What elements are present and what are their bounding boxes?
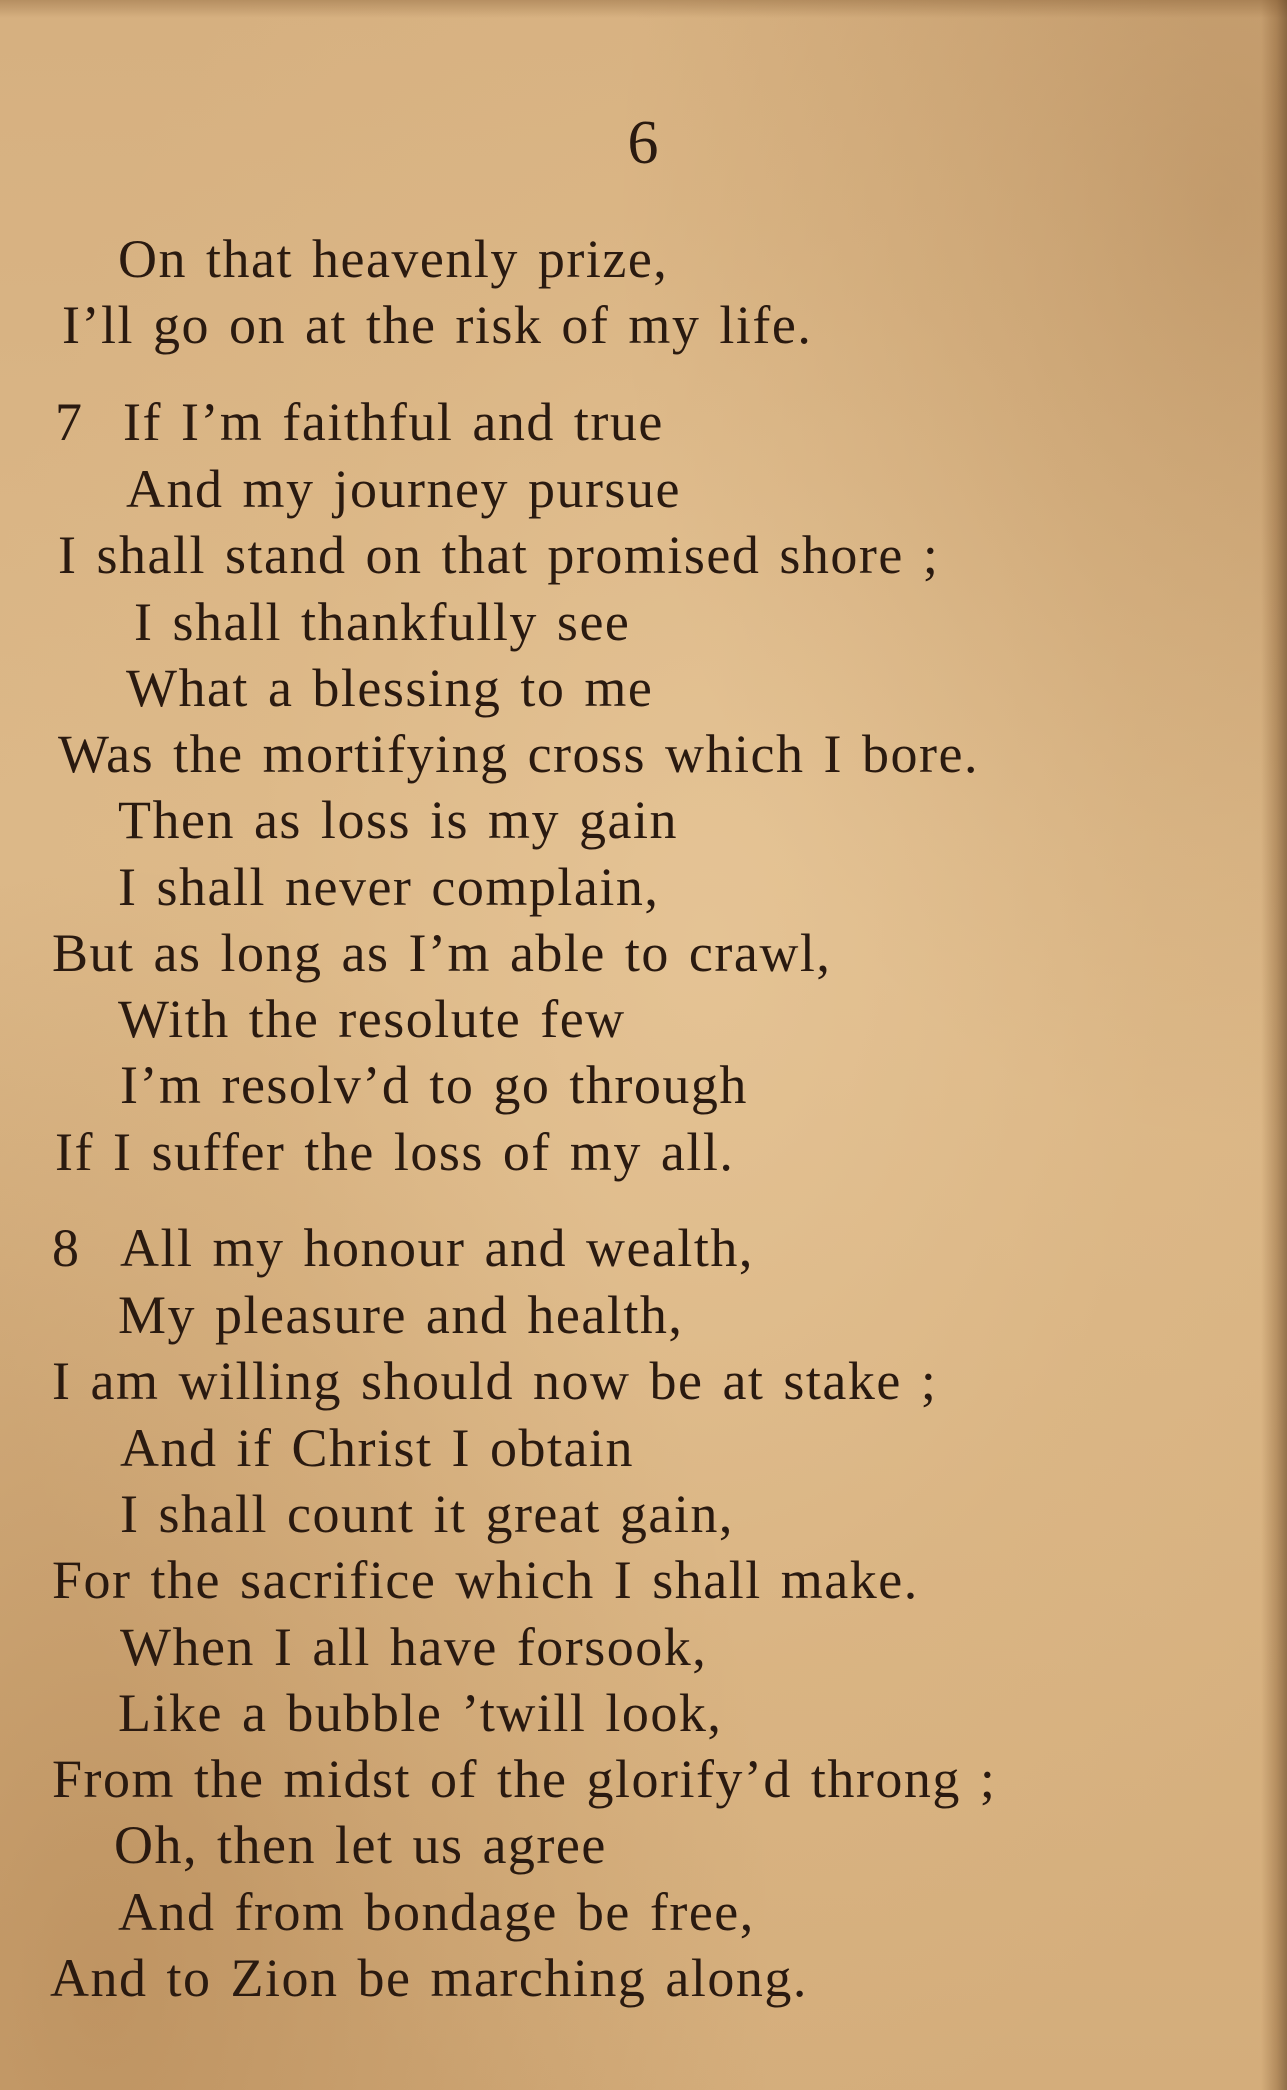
verse-line: Oh, then let us agree [114, 1815, 607, 1875]
verse-line: I am willing should now be at stake ; [52, 1351, 938, 1411]
verse-line: I shall stand on that promised shore ; [58, 525, 940, 585]
verse-line: Then as loss is my gain [118, 790, 678, 850]
verse-line: I shall never complain, [118, 857, 660, 917]
verse-line: With the resolute few [118, 989, 626, 1049]
verse-line: From the midst of the glorify’d throng ; [52, 1749, 997, 1809]
verse-line: I shall thankfully see [134, 592, 631, 652]
verse-line: If I suffer the loss of my all. [55, 1122, 735, 1182]
verse-line: I shall count it great gain, [120, 1484, 734, 1544]
verse-line: For the sacrifice which I shall make. [52, 1550, 919, 1610]
verse-line: But as long as I’m able to crawl, [52, 923, 832, 983]
verse-text: All my honour and wealth, [120, 1218, 754, 1278]
verse-line: On that heavenly prize, [118, 229, 669, 289]
verse-line: And if Christ I obtain [120, 1418, 634, 1478]
page-number: 6 [627, 109, 660, 177]
verse-line-first [52, 1218, 754, 1278]
verse-line: My pleasure and health, [118, 1285, 684, 1345]
verse-line: When I all have forsook, [120, 1617, 708, 1677]
verse-text: If I’m faithful and true [123, 392, 664, 452]
page-right-shadow [1261, 0, 1287, 2090]
verse-line: What a blessing to me [126, 658, 654, 718]
page-top-shadow [0, 0, 1287, 18]
verse-line: Like a bubble ’twill look, [118, 1683, 723, 1743]
verse-line: I’m resolv’d to go through [120, 1055, 748, 1115]
verse-line: And to Zion be marching along. [50, 1948, 808, 2008]
verse-line: And my journey pursue [126, 459, 681, 519]
verse-line: And from bondage be free, [118, 1882, 755, 1942]
verse-number: 8 [52, 1218, 81, 1278]
verse-line: Was the mortifying cross which I bore. [58, 724, 979, 784]
verse-line: I’ll go on at the risk of my life. [62, 295, 813, 355]
verse-number: 7 [55, 392, 84, 452]
verse-line-first [55, 392, 664, 452]
